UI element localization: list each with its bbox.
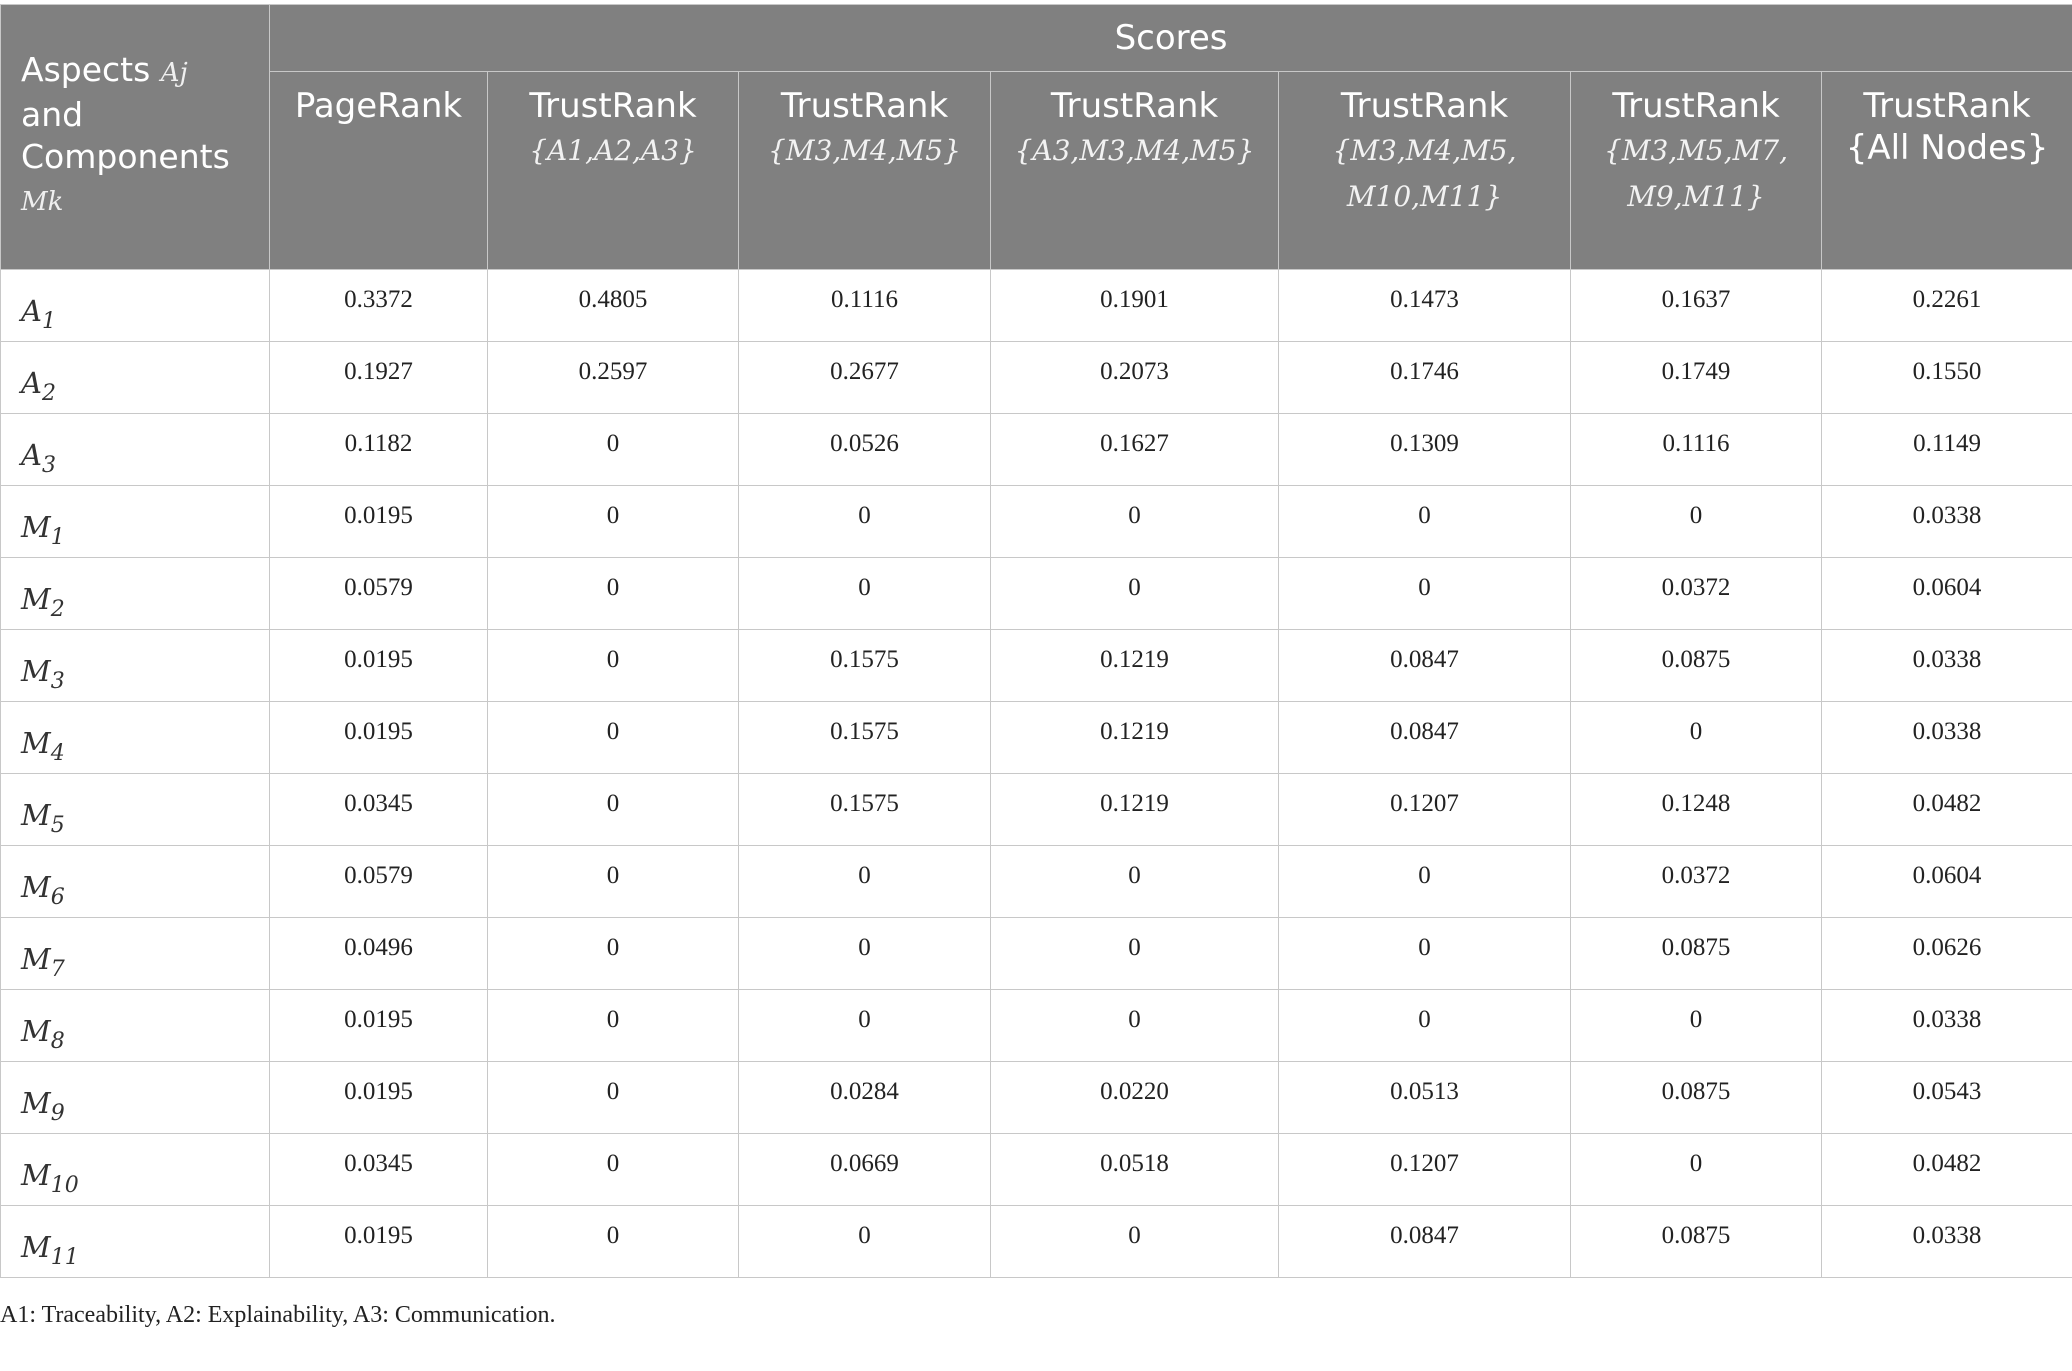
score-cell: 0.0875 [1571, 1206, 1822, 1278]
table-row [1, 846, 2072, 918]
score-cell: 0.0195 [270, 630, 488, 702]
score-cell: 0.1927 [270, 342, 488, 414]
score-cell: 0.1901 [991, 270, 1279, 342]
score-cell: 0.0875 [1571, 630, 1822, 702]
table-row [1, 630, 2072, 702]
score-cell: 0.0195 [270, 702, 488, 774]
score-cell: 0 [991, 918, 1279, 990]
table-row [1, 558, 2072, 630]
score-cell: 0.4805 [488, 270, 739, 342]
score-cell: 0.1746 [1279, 342, 1571, 414]
score-cell: 0.0579 [270, 558, 488, 630]
score-cell: 0.2597 [488, 342, 739, 414]
score-cell: 0.1575 [739, 702, 991, 774]
score-cell: 0.1219 [991, 630, 1279, 702]
row-label [1, 342, 270, 414]
column-header-seed-set-cont: M9,M11} [1627, 180, 1765, 213]
column-header-seed-set: {M3,M4,M5, [1332, 134, 1517, 167]
table-row [1, 270, 2072, 342]
score-cell: 0.0338 [1822, 990, 2072, 1062]
score-cell: 0.0338 [1822, 630, 2072, 702]
score-cell: 0 [739, 486, 991, 558]
score-cell: 0.0669 [739, 1134, 991, 1206]
row-label [1, 486, 270, 558]
score-cell: 0.1116 [739, 270, 991, 342]
column-header-trustrank-all-nodes [1822, 72, 2072, 270]
table-row [1, 918, 2072, 990]
column-header-seed-set-cont: M10,M11} [1346, 180, 1503, 213]
table-row [1, 1206, 2072, 1278]
table-row [1, 990, 2072, 1062]
score-cell: 0.3372 [270, 270, 488, 342]
score-cell: 0 [1279, 990, 1571, 1062]
score-cell: 0.0847 [1279, 1206, 1571, 1278]
score-cell: 0 [991, 990, 1279, 1062]
score-cell: 0 [488, 1134, 739, 1206]
column-header-trustrank-a3m3m4m5 [991, 72, 1279, 270]
column-header-name: TrustRank [529, 86, 697, 126]
score-cell: 0.0604 [1822, 558, 2072, 630]
row-label-symbol: M [21, 942, 51, 976]
score-cell: 0 [739, 918, 991, 990]
row-label-symbol: M [21, 654, 51, 688]
row-label-symbol: M [21, 1086, 51, 1120]
row-label-index: 7 [50, 956, 65, 982]
score-cell: 0 [991, 846, 1279, 918]
row-label-symbol: M [21, 1014, 51, 1048]
row-label-symbol: M [21, 798, 51, 832]
score-cell: 0 [488, 630, 739, 702]
corner-header-sym2: Mk [21, 187, 64, 217]
row-label-symbol: A [21, 366, 42, 400]
corner-header [1, 5, 270, 270]
row-label [1, 630, 270, 702]
score-cell: 0 [488, 846, 739, 918]
row-label-index: 2 [41, 380, 56, 406]
row-label-symbol: M [21, 726, 51, 760]
column-header-pagerank [270, 72, 488, 270]
corner-header-line3: Components [21, 137, 230, 176]
table-row [1, 702, 2072, 774]
scores-table [0, 4, 2072, 1278]
row-label-symbol: A [21, 438, 42, 472]
row-label-index: 11 [50, 1244, 79, 1270]
row-label-symbol: M [21, 510, 51, 544]
row-label-index: 4 [50, 740, 65, 766]
row-label-index: 10 [50, 1172, 79, 1198]
row-label [1, 846, 270, 918]
score-cell: 0.0372 [1571, 846, 1822, 918]
score-cell: 0 [739, 990, 991, 1062]
score-cell: 0.0543 [1822, 1062, 2072, 1134]
row-label-index: 3 [41, 452, 56, 478]
row-label-symbol: M [21, 1158, 51, 1192]
column-header-seed-set: {M3,M4,M5} [768, 134, 961, 167]
score-cell: 0 [488, 918, 739, 990]
corner-header-line2: and [21, 95, 84, 134]
score-cell: 0.1149 [1822, 414, 2072, 486]
score-cell: 0 [739, 1206, 991, 1278]
score-cell: 0.0345 [270, 774, 488, 846]
column-header-name: TrustRank [1863, 86, 2031, 126]
score-cell: 0.0338 [1822, 1206, 2072, 1278]
group-header-scores: Scores [270, 5, 2072, 72]
column-header-seed-set: {M3,M5,M7, [1604, 134, 1788, 167]
score-cell: 0 [739, 846, 991, 918]
row-label [1, 774, 270, 846]
table-body [1, 270, 2072, 1278]
table-footnote [0, 1302, 556, 1329]
score-cell: 0 [991, 1206, 1279, 1278]
score-cell: 0.0345 [270, 1134, 488, 1206]
footnote-text: A1: Traceability, A2: Explainability, A3: Communication. [0, 1302, 556, 1328]
score-cell: 0 [991, 558, 1279, 630]
row-label-symbol: M [21, 870, 51, 904]
score-cell: 0.0220 [991, 1062, 1279, 1134]
score-cell: 0 [488, 558, 739, 630]
row-label-symbol: A [21, 294, 42, 328]
row-label [1, 414, 270, 486]
score-cell: 0 [1279, 846, 1571, 918]
score-cell: 0.0482 [1822, 774, 2072, 846]
score-cell: 0 [991, 486, 1279, 558]
row-label [1, 1062, 270, 1134]
score-cell: 0.0195 [270, 1206, 488, 1278]
score-cell: 0.1637 [1571, 270, 1822, 342]
score-cell: 0.0195 [270, 486, 488, 558]
row-label-index: 8 [50, 1028, 65, 1054]
score-cell: 0 [488, 990, 739, 1062]
table-row [1, 414, 2072, 486]
row-label [1, 702, 270, 774]
row-label-index: 6 [50, 884, 65, 910]
score-cell: 0.1182 [270, 414, 488, 486]
row-label [1, 1134, 270, 1206]
score-cell: 0.0847 [1279, 702, 1571, 774]
score-cell: 0.0847 [1279, 630, 1571, 702]
score-cell: 0.1550 [1822, 342, 2072, 414]
row-label-index: 5 [50, 812, 65, 838]
score-cell: 0.2677 [739, 342, 991, 414]
score-cell: 0.0496 [270, 918, 488, 990]
row-label-index: 1 [50, 524, 65, 550]
row-label-index: 3 [50, 668, 65, 694]
score-cell: 0 [1279, 558, 1571, 630]
score-cell: 0.1219 [991, 774, 1279, 846]
score-cell: 0 [488, 702, 739, 774]
score-cell: 0.0338 [1822, 702, 2072, 774]
column-header-name: TrustRank [780, 86, 949, 126]
score-cell: 0 [1571, 1134, 1822, 1206]
score-cell: 0.0518 [991, 1134, 1279, 1206]
score-cell: 0.0604 [1822, 846, 2072, 918]
score-cell: 0.0482 [1822, 1134, 2072, 1206]
score-cell: 0 [1279, 486, 1571, 558]
score-cell: 0.0338 [1822, 486, 2072, 558]
score-cell: 0 [488, 486, 739, 558]
score-cell: 0.1749 [1571, 342, 1822, 414]
score-cell: 0.1575 [739, 630, 991, 702]
score-cell: 0.1219 [991, 702, 1279, 774]
score-cell: 0.1248 [1571, 774, 1822, 846]
score-cell: 0 [488, 414, 739, 486]
score-cell: 0 [1571, 990, 1822, 1062]
corner-header-sym1: Aj [160, 58, 188, 88]
row-label-symbol: M [21, 582, 51, 616]
table-row [1, 486, 2072, 558]
score-cell: 0.1627 [991, 414, 1279, 486]
column-header-name: TrustRank [1612, 86, 1780, 126]
score-cell: 0.1575 [739, 774, 991, 846]
row-label-index: 1 [41, 308, 56, 334]
row-label-symbol: M [21, 1230, 51, 1264]
score-cell: 0.0513 [1279, 1062, 1571, 1134]
table-row [1, 1134, 2072, 1206]
column-header-name: TrustRank [1340, 86, 1509, 126]
score-cell: 0 [488, 774, 739, 846]
score-cell: 0.0195 [270, 990, 488, 1062]
column-header-trustrank-a1a2a3 [488, 72, 739, 270]
score-cell: 0.1309 [1279, 414, 1571, 486]
score-cell: 0 [1279, 918, 1571, 990]
scores-table-container [0, 4, 2072, 1278]
score-cell: 0.2261 [1822, 270, 2072, 342]
table-row [1, 774, 2072, 846]
column-header-name: TrustRank [1050, 86, 1219, 126]
column-header-seed-set: {A3,M3,M4,M5} [1014, 134, 1255, 167]
score-cell: 0.2073 [991, 342, 1279, 414]
column-header-seed-set: {All Nodes} [1845, 128, 2049, 168]
column-header-trustrank-m3m5m7m9m11 [1571, 72, 1822, 270]
score-cell: 0.0579 [270, 846, 488, 918]
score-cell: 0 [1571, 486, 1822, 558]
row-label-index: 9 [50, 1100, 65, 1126]
score-cell: 0.0875 [1571, 1062, 1822, 1134]
row-label [1, 1206, 270, 1278]
row-label [1, 918, 270, 990]
score-cell: 0.1116 [1571, 414, 1822, 486]
score-cell: 0.1473 [1279, 270, 1571, 342]
table-row [1, 342, 2072, 414]
score-cell: 0.0195 [270, 1062, 488, 1134]
score-cell: 0 [1571, 702, 1822, 774]
score-cell: 0.0526 [739, 414, 991, 486]
score-cell: 0.1207 [1279, 774, 1571, 846]
table-row [1, 1062, 2072, 1134]
score-cell: 0.0284 [739, 1062, 991, 1134]
column-header-trustrank-m3m4m5m10m11 [1279, 72, 1571, 270]
row-label [1, 990, 270, 1062]
score-cell: 0.0875 [1571, 918, 1822, 990]
column-header-seed-set: {A1,A2,A3} [529, 134, 697, 167]
column-header-name: PageRank [294, 86, 463, 126]
score-cell: 0 [488, 1206, 739, 1278]
score-cell: 0 [739, 558, 991, 630]
row-label [1, 558, 270, 630]
row-label [1, 270, 270, 342]
score-cell: 0.1207 [1279, 1134, 1571, 1206]
row-label-index: 2 [50, 596, 65, 622]
score-cell: 0.0372 [1571, 558, 1822, 630]
score-cell: 0.0626 [1822, 918, 2072, 990]
score-cell: 0 [488, 1062, 739, 1134]
column-header-trustrank-m3m4m5 [739, 72, 991, 270]
corner-header-line1: Aspects [21, 50, 151, 89]
